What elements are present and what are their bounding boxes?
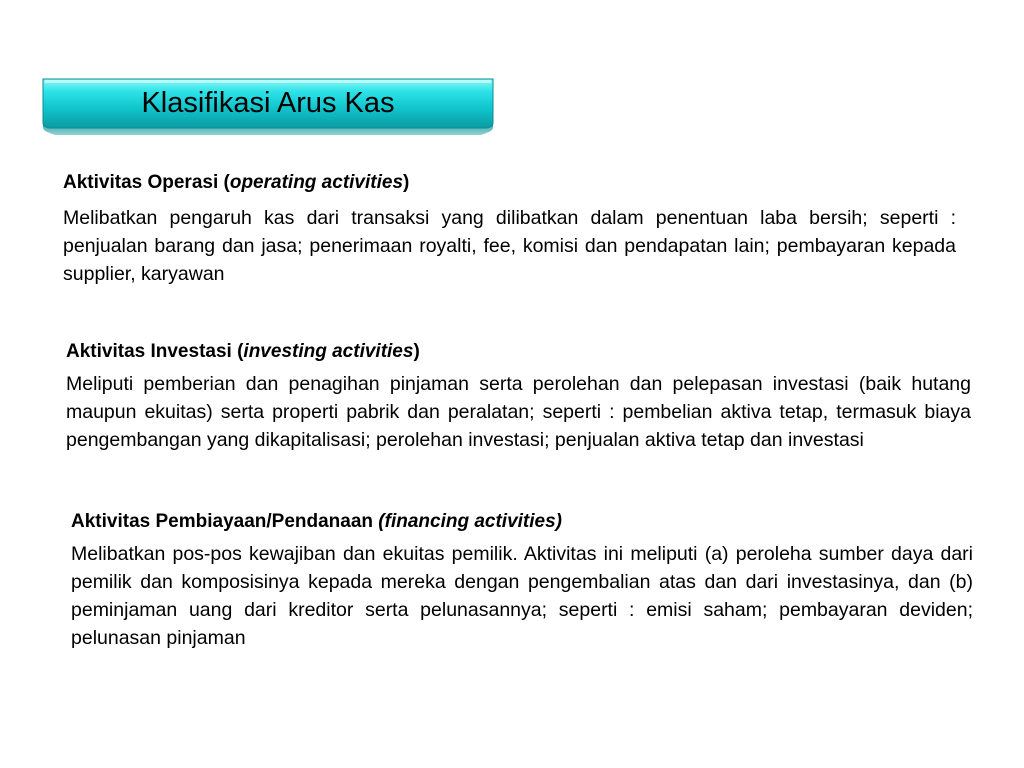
section-investing-activities [66, 340, 971, 454]
heading-prefix: Aktivitas Pembiayaan/Pendanaan [71, 511, 379, 532]
section-body: Melibatkan pengaruh kas dari transaksi yang dilibatkan dalam penentuan laba bersih; seperti : penjualan barang dan jasa; penerimaan royalti, fee, komisi dan pendapatan lain; pembayaran kepada supplier, karyawan [63, 207, 956, 285]
section-body: Meliputi pemberian dan penagihan pinjaman serta perolehan dan pelepasan investasi (baik hutang maupun ekuitas) serta properti pabrik dan peralatan; seperti : pembelian aktiva tetap, termasuk biaya pengembangan yang dikapitalisasi; perolehan investasi; penjualan aktiva tetap dan investasi [66, 373, 971, 451]
heading-term: operating activities [229, 172, 404, 193]
heading-suffix: ) [413, 341, 420, 362]
heading-term: investing activities [243, 341, 414, 362]
section-heading [63, 171, 956, 195]
heading-term: (financing activities) [378, 511, 562, 532]
slide-title: Klasifikasi Arus Kas [141, 87, 395, 119]
section-operating-activities [63, 171, 956, 288]
heading-prefix: Aktivitas Investasi ( [66, 341, 244, 362]
section-financing-activities [71, 510, 973, 652]
section-heading [66, 340, 971, 364]
heading-suffix: ) [403, 172, 410, 193]
heading-prefix: Aktivitas Operasi ( [63, 172, 230, 193]
section-heading [71, 510, 973, 534]
title-banner [41, 77, 495, 136]
section-body: Melibatkan pos-pos kewajiban dan ekuitas pemilik. Aktivitas ini meliputi (a) peroleha sumber daya dari pemilik dan komposisinya kepada mereka dengan pengembalian atas dan dari investasinya, dan (b) peminjaman uang dari kreditor serta pelunasannya; seperti : emisi saham; pembayaran deviden; pelunasan pinjaman [71, 543, 973, 649]
